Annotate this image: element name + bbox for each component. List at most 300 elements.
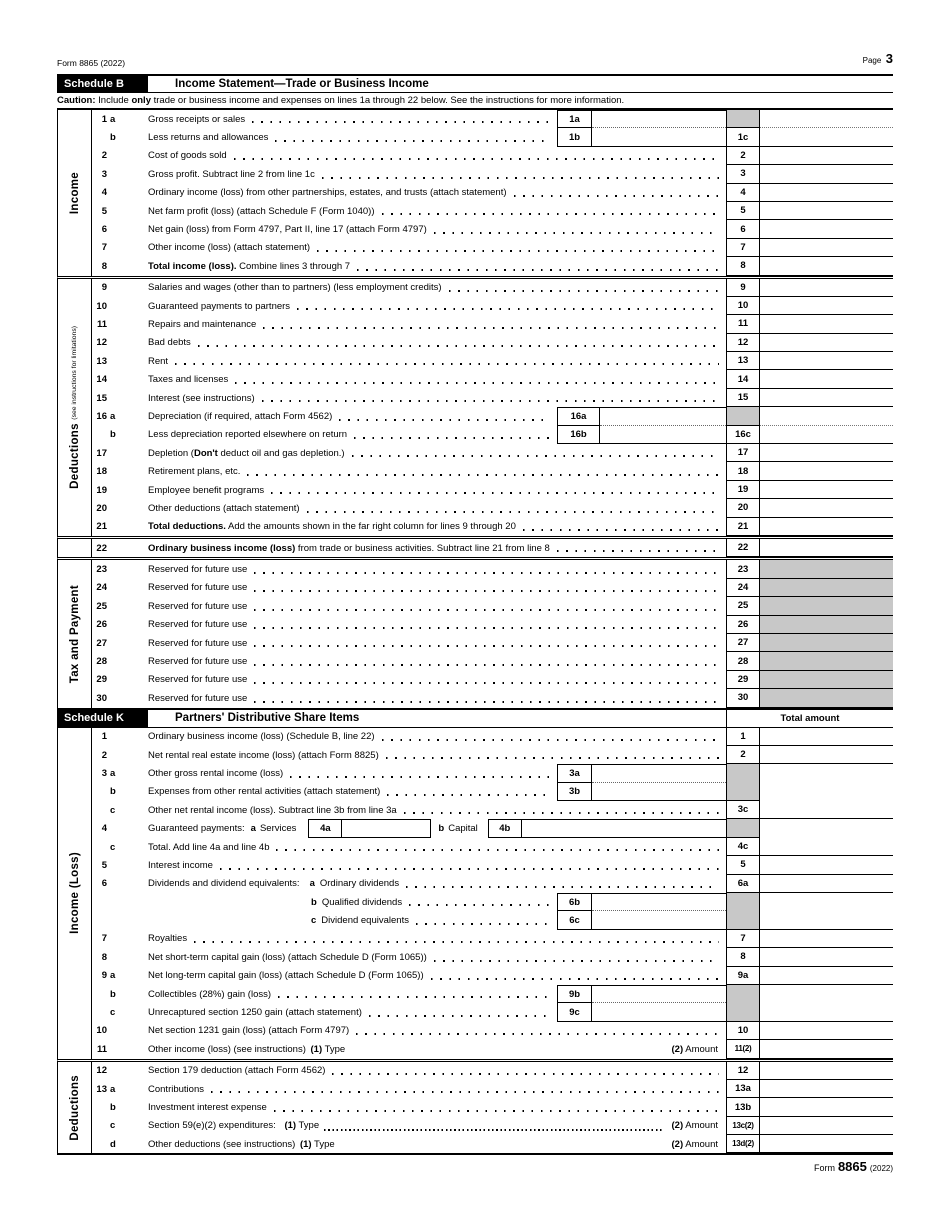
description-k9c [131, 1003, 726, 1021]
amount-field-26 [760, 616, 893, 634]
line-number-k3c [92, 801, 131, 819]
right-line-number-25: 25 [726, 597, 760, 615]
right-line-number-k9c [726, 1003, 760, 1021]
section-income [57, 110, 893, 276]
row-k11 [92, 1040, 893, 1058]
row-2 [92, 147, 893, 165]
description-23 [131, 560, 726, 578]
amount-field-10[interactable] [760, 297, 893, 315]
dot-leader-24 [254, 590, 719, 592]
right-line-number-23: 23 [726, 560, 760, 578]
description-25 [131, 597, 726, 615]
amount-field-21[interactable] [760, 518, 893, 536]
schedule-b-table [57, 110, 893, 708]
amount-field-1a[interactable] [760, 110, 893, 128]
dot-leader-k3c [404, 812, 719, 814]
description-17 [131, 444, 726, 462]
amount-field-k8[interactable] [760, 948, 893, 966]
amount-field-k12[interactable] [760, 1062, 893, 1080]
amount-field-k5[interactable] [760, 856, 893, 874]
amount-field-9[interactable] [760, 279, 893, 297]
k8-text-0: Net short-term capital gain (loss) (attach Schedule D (Form 1065)) [148, 951, 427, 963]
amount-field-27 [760, 634, 893, 652]
schedule-k-title: Partners' Distributive Share Items [175, 712, 360, 724]
caution-text-2: only [131, 95, 151, 106]
amount-field-k13b[interactable] [760, 1098, 893, 1116]
row-28 [92, 652, 893, 670]
6-text-0: Net gain (loss) from Form 4797, Part II, line 17 (attach Form 4797) [148, 224, 427, 236]
row-12 [92, 334, 893, 352]
k13d-text-1: (1) [299, 1138, 312, 1150]
mid-label-group-k4 [438, 823, 477, 834]
dot-leader-k13b [274, 1110, 719, 1112]
description-22 [131, 539, 726, 557]
section-label-note-deductions: (see instructions for limitations) [70, 325, 78, 420]
rows-kdeductions [92, 1062, 893, 1154]
line-letter-k13b: b [110, 1102, 116, 1113]
line-letter-k9c: c [110, 1007, 116, 1019]
mid-box-16b [557, 426, 726, 444]
dot-leader-7 [317, 250, 719, 252]
amount-field-13[interactable] [760, 352, 893, 370]
line-number-value-k2: 2 [101, 749, 107, 761]
amount-field-19[interactable] [760, 481, 893, 499]
rows-income [92, 110, 893, 276]
line-number-k5 [92, 856, 131, 874]
amount-field-k13a[interactable] [760, 1080, 893, 1098]
description-1b [131, 128, 726, 146]
right-line-number-k6a: 6a [726, 875, 760, 893]
line-number-value-2: 2 [101, 150, 107, 162]
right-line-number-29: 29 [726, 671, 760, 689]
amount-field-16a[interactable] [760, 407, 893, 425]
26-text-0: Reserved for future use [148, 619, 248, 631]
description-k6c [131, 911, 726, 929]
21-text-1: Add the amounts shown in the far right column for lines 9 through 20 [225, 521, 516, 533]
right-line-number-k11: 11(2) [726, 1040, 760, 1058]
k13c-text-2: Type [296, 1120, 320, 1132]
25-text-0: Reserved for future use [148, 600, 248, 612]
amount-field-11[interactable] [760, 315, 893, 333]
right-line-number-12: 12 [726, 334, 760, 352]
line-number-value-k7: 7 [101, 933, 107, 945]
row-1a [92, 110, 893, 128]
description-27 [131, 634, 726, 652]
line-number-29 [92, 671, 131, 689]
amount-field-k3b [760, 783, 893, 801]
line-number-value-18: 18 [96, 466, 107, 478]
amount-field-k11[interactable] [760, 1040, 893, 1058]
dot-leader-k7 [194, 941, 719, 943]
dot-leader-1a [252, 121, 550, 123]
section-label-incomeloss: Income (Loss) [68, 852, 81, 934]
right-line-number-13: 13 [726, 352, 760, 370]
row-6 [92, 220, 893, 238]
description-k13d [131, 1135, 726, 1153]
amount-field-k9a[interactable] [760, 967, 893, 985]
row-4 [92, 184, 893, 202]
k6b-text-1: Qualified dividends [321, 896, 403, 908]
dot-leader-8 [357, 269, 719, 271]
line-number-k7 [92, 930, 131, 948]
right-line-number-4: 4 [726, 184, 760, 202]
mid-box-3a [557, 764, 726, 782]
description-k13c [131, 1117, 726, 1135]
row-17 [92, 444, 893, 462]
page-word: Page [862, 56, 882, 65]
section-label-col-kdeductions [58, 1062, 92, 1154]
k5-text-0: Interest income [148, 859, 213, 871]
dot-leader-5 [382, 213, 720, 215]
entry-field-6c[interactable] [592, 911, 726, 928]
line-number-28 [92, 652, 131, 670]
right-line-number-30: 30 [726, 689, 760, 707]
row-k6a [92, 875, 893, 893]
k13d-text-2: Type [311, 1138, 335, 1150]
line-letter-1a: a [110, 113, 116, 125]
caution-line [57, 93, 893, 110]
k10-text-0: Net section 1231 gain (loss) (attach Form 4797) [148, 1025, 350, 1037]
dot-leader-22 [557, 550, 719, 552]
description-5 [131, 202, 726, 220]
dot-leader-k12 [332, 1073, 719, 1075]
row-27 [92, 634, 893, 652]
amount-field-16b[interactable] [760, 426, 893, 444]
schedule-b-header-bar [57, 74, 893, 93]
description-16a [131, 407, 726, 425]
k13c-r-text-1: Amount [683, 1120, 718, 1132]
amount-field-k6a[interactable] [760, 875, 893, 893]
amount-field-8[interactable] [760, 257, 893, 275]
amount-field-30 [760, 689, 893, 707]
line-number-1b [92, 128, 131, 146]
amount-field-k1[interactable] [760, 728, 893, 746]
k3a-text-0: Other gross rental income (loss) [148, 767, 284, 779]
k4-mid-text-1: Capital [448, 823, 478, 835]
line-number-7 [92, 239, 131, 257]
description-k3c [131, 801, 726, 819]
dot-leader-16a [339, 419, 550, 421]
line-number-23 [92, 560, 131, 578]
box-label-6c: 6c [557, 911, 592, 928]
box-label-6b: 6b [557, 894, 592, 911]
amount-field-3[interactable] [760, 165, 893, 183]
description-k7 [131, 930, 726, 948]
description-18 [131, 462, 726, 480]
mid-box-1b [557, 128, 726, 146]
line-number-24 [92, 579, 131, 597]
dot-leader-17 [352, 455, 719, 457]
section-line22 [57, 536, 893, 557]
amount-field-18[interactable] [760, 462, 893, 480]
description-11 [131, 315, 726, 333]
mid-box-9b [557, 985, 726, 1003]
right-line-number-10: 10 [726, 297, 760, 315]
amount-field-2[interactable] [760, 147, 893, 165]
amount-field-15[interactable] [760, 389, 893, 407]
line-number-value-27: 27 [96, 637, 107, 649]
23-text-0: Reserved for future use [148, 564, 248, 576]
line-number-value-9: 9 [101, 282, 107, 294]
rows-incomeloss [92, 728, 893, 1059]
right-line-number-k9a: 9a [726, 967, 760, 985]
dot-leader-k5 [220, 868, 719, 870]
line-number-k9c [92, 1003, 131, 1021]
row-k8 [92, 948, 893, 966]
7-text-0: Other income (loss) (attach statement) [148, 242, 311, 254]
k4c-text-0: Total. Add line 4a and line 4b [148, 841, 270, 853]
line-number-value-4: 4 [101, 187, 107, 199]
k13d-r-text-1: Amount [683, 1138, 718, 1150]
mid-box-6c [557, 911, 726, 929]
line-number-value-k12: 12 [96, 1065, 107, 1077]
description-k3b [131, 783, 726, 801]
inline-box-4a [308, 819, 431, 837]
row-k9c [92, 1003, 893, 1021]
line-letter-16a: a [110, 410, 116, 422]
line-number-k2 [92, 746, 131, 764]
right-line-number-1a [726, 110, 760, 128]
amount-label-k11 [672, 1044, 718, 1055]
description-1a [131, 110, 726, 128]
entry-field-16a[interactable] [600, 408, 726, 425]
k9c-text-0: Unrecaptured section 1250 gain (attach statement) [148, 1007, 362, 1019]
line-number-value-7: 7 [101, 242, 107, 254]
10-text-0: Guaranteed payments to partners [148, 300, 291, 312]
16b-text-0: Less depreciation reported elsewhere on return [148, 429, 348, 441]
row-k13a [92, 1080, 893, 1098]
line-number-5 [92, 202, 131, 220]
amount-field-k10[interactable] [760, 1022, 893, 1040]
line-letter-k3a: a [110, 767, 116, 779]
line-number-22 [92, 539, 131, 557]
description-k12 [131, 1062, 726, 1080]
amount-field-k13d[interactable] [760, 1135, 893, 1153]
dot-leader-k6c [416, 923, 550, 925]
rows-deductions [92, 279, 893, 536]
description-6 [131, 220, 726, 238]
line-number-k13d [92, 1135, 131, 1153]
right-line-number-22: 22 [726, 539, 760, 557]
amount-field-k4c[interactable] [760, 838, 893, 856]
section-label-deductions: Deductions [68, 419, 81, 489]
line-number-11 [92, 315, 131, 333]
type-entry-k13c[interactable] [324, 1129, 661, 1131]
row-k9a [92, 967, 893, 985]
dot-leader-19 [271, 492, 719, 494]
amount-field-k2[interactable] [760, 746, 893, 764]
entry-field-6b[interactable] [592, 894, 726, 911]
entry-field-3b[interactable] [592, 783, 726, 800]
amount-field-17[interactable] [760, 444, 893, 462]
amount-field-7[interactable] [760, 239, 893, 257]
right-line-number-k3b [726, 783, 760, 801]
line-number-k1 [92, 728, 131, 746]
line-number-value-k10: 10 [96, 1025, 107, 1037]
row-30 [92, 689, 893, 707]
entry-field-1b[interactable] [592, 128, 726, 145]
28-text-0: Reserved for future use [148, 656, 248, 668]
line-number-21 [92, 518, 131, 536]
right-line-number-k4 [726, 819, 760, 837]
dot-leader-k9c [369, 1015, 550, 1017]
right-line-number-19: 19 [726, 481, 760, 499]
description-9 [131, 279, 726, 297]
line-number-value-k1: 1 [101, 731, 107, 743]
right-line-number-1b: 1c [726, 128, 760, 146]
page-footer [57, 1159, 893, 1174]
dot-leader-26 [254, 627, 719, 629]
dot-leader-k3b [387, 794, 550, 796]
amount-field-k9c[interactable] [760, 1003, 893, 1021]
k4-text-0: Guaranteed payments: [148, 823, 245, 835]
description-14 [131, 370, 726, 388]
amount-field-22[interactable] [760, 539, 893, 557]
dot-leader-18 [247, 474, 719, 476]
page-number: 3 [885, 51, 893, 66]
right-line-number-k7: 7 [726, 930, 760, 948]
entry-field-9c[interactable] [592, 1003, 726, 1020]
amount-field-14[interactable] [760, 370, 893, 388]
line-number-value-23: 23 [96, 564, 107, 576]
section-label-taxpay: Tax and Payment [68, 584, 81, 684]
description-30 [131, 689, 726, 707]
row-k3b [92, 783, 893, 801]
right-line-number-27: 27 [726, 634, 760, 652]
description-15 [131, 389, 726, 407]
dot-leader-15 [262, 400, 719, 402]
schedule-b-title: Income Statement—Trade or Business Income [175, 78, 429, 90]
row-19 [92, 481, 893, 499]
section-vertical-label-incomeloss [67, 852, 83, 934]
right-line-number-k13b: 13b [726, 1098, 760, 1116]
description-24 [131, 579, 726, 597]
right-line-number-16b: 16c [726, 426, 760, 444]
box-label-9c: 9c [557, 1003, 592, 1020]
entry-field-9b[interactable] [592, 986, 726, 1003]
16a-text-0: Depreciation (if required, attach Form 4562) [148, 410, 333, 422]
right-line-number-21: 21 [726, 518, 760, 536]
section-vertical-label-income [67, 172, 83, 214]
type-entry-k11[interactable] [345, 1040, 671, 1058]
line-number-value-5: 5 [101, 205, 107, 217]
line-number-k6b [92, 893, 131, 911]
dot-leader-6 [434, 232, 719, 234]
line-letter-k3b: b [110, 786, 116, 798]
right-line-number-11: 11 [726, 315, 760, 333]
row-k13b [92, 1098, 893, 1116]
k4-mid-text-0: b [438, 823, 445, 835]
dot-leader-k9b [278, 996, 550, 998]
17-text-1: Don't [193, 447, 218, 459]
mid-box-6b [557, 893, 726, 911]
k13c-text-0: Section 59(e)(2) expenditures: [148, 1120, 279, 1132]
amount-field-12[interactable] [760, 334, 893, 352]
right-line-number-17: 17 [726, 444, 760, 462]
schedule-b-label: Schedule B [57, 76, 148, 92]
description-8 [131, 257, 726, 275]
amount-field-5[interactable] [760, 202, 893, 220]
amount-field-4[interactable] [760, 184, 893, 202]
right-line-number-k10: 10 [726, 1022, 760, 1040]
line-number-value-8: 8 [101, 260, 107, 272]
mid-box-1a [557, 110, 726, 128]
section-label-col-taxpay [58, 560, 92, 707]
amount-field-6[interactable] [760, 220, 893, 238]
line-number-value-k13a: 13 [96, 1083, 107, 1095]
amount-field-k13c[interactable] [760, 1117, 893, 1135]
entry-field-4b[interactable] [522, 820, 726, 836]
line-number-value-28: 28 [96, 656, 107, 668]
k1-text-0: Ordinary business income (loss) (Schedule B, line 22) [148, 731, 375, 743]
amount-field-k6c[interactable] [760, 911, 893, 929]
line-number-12 [92, 334, 131, 352]
amount-field-1b[interactable] [760, 128, 893, 146]
line-number-3 [92, 165, 131, 183]
description-k13a [131, 1080, 726, 1098]
entry-field-1a[interactable] [592, 111, 726, 128]
line-number-value-6: 6 [101, 224, 107, 236]
line-number-15 [92, 389, 131, 407]
line-number-4 [92, 184, 131, 202]
dot-leader-30 [254, 701, 719, 703]
8-text-0: Total income (loss). [148, 260, 237, 272]
line-number-16a [92, 407, 131, 425]
box-label-4a: 4a [309, 820, 342, 836]
row-13 [92, 352, 893, 370]
k2-text-0: Net rental real estate income (loss) (attach Form 8825) [148, 749, 379, 761]
row-k6c [92, 911, 893, 929]
row-15 [92, 389, 893, 407]
k13d-r-text-0: (2) [671, 1138, 684, 1150]
line-number-value-17: 17 [96, 447, 107, 459]
amount-field-k7[interactable] [760, 930, 893, 948]
line-letter-k9a: a [110, 970, 116, 982]
inline-box-4b [488, 819, 726, 837]
description-7 [131, 239, 726, 257]
row-k5 [92, 856, 893, 874]
line-number-value-k11: 11 [96, 1043, 107, 1055]
line-number-value-1a: 1 [101, 113, 107, 125]
amount-field-20[interactable] [760, 499, 893, 517]
k6a-text-0: Dividends and dividend equivalents: [148, 878, 300, 890]
line-number-value-13: 13 [96, 355, 107, 367]
dot-leader-23 [254, 572, 719, 574]
17-text-2: deduct oil and gas depletion.) [217, 447, 345, 459]
entry-field-4a[interactable] [342, 820, 430, 836]
line-number-18 [92, 462, 131, 480]
row-7 [92, 239, 893, 257]
30-text-0: Reserved for future use [148, 692, 248, 704]
line-number-k10 [92, 1022, 131, 1040]
amount-field-k3c[interactable] [760, 801, 893, 819]
line-number-value-15: 15 [96, 392, 107, 404]
row-1b [92, 128, 893, 146]
entry-field-16b[interactable] [600, 426, 726, 443]
description-k2 [131, 746, 726, 764]
29-text-0: Reserved for future use [148, 674, 248, 686]
k13c-r-text-0: (2) [671, 1120, 684, 1132]
amount-field-k6b [760, 893, 893, 911]
k3b-text-0: Expenses from other rental activities (attach statement) [148, 786, 381, 798]
description-12 [131, 334, 726, 352]
k6c-text-0: c [311, 915, 317, 927]
entry-field-3a[interactable] [592, 765, 726, 782]
type-entry-k13d[interactable] [335, 1135, 672, 1153]
row-k1 [92, 728, 893, 746]
right-line-number-k6c [726, 911, 760, 929]
right-line-number-k8: 8 [726, 948, 760, 966]
